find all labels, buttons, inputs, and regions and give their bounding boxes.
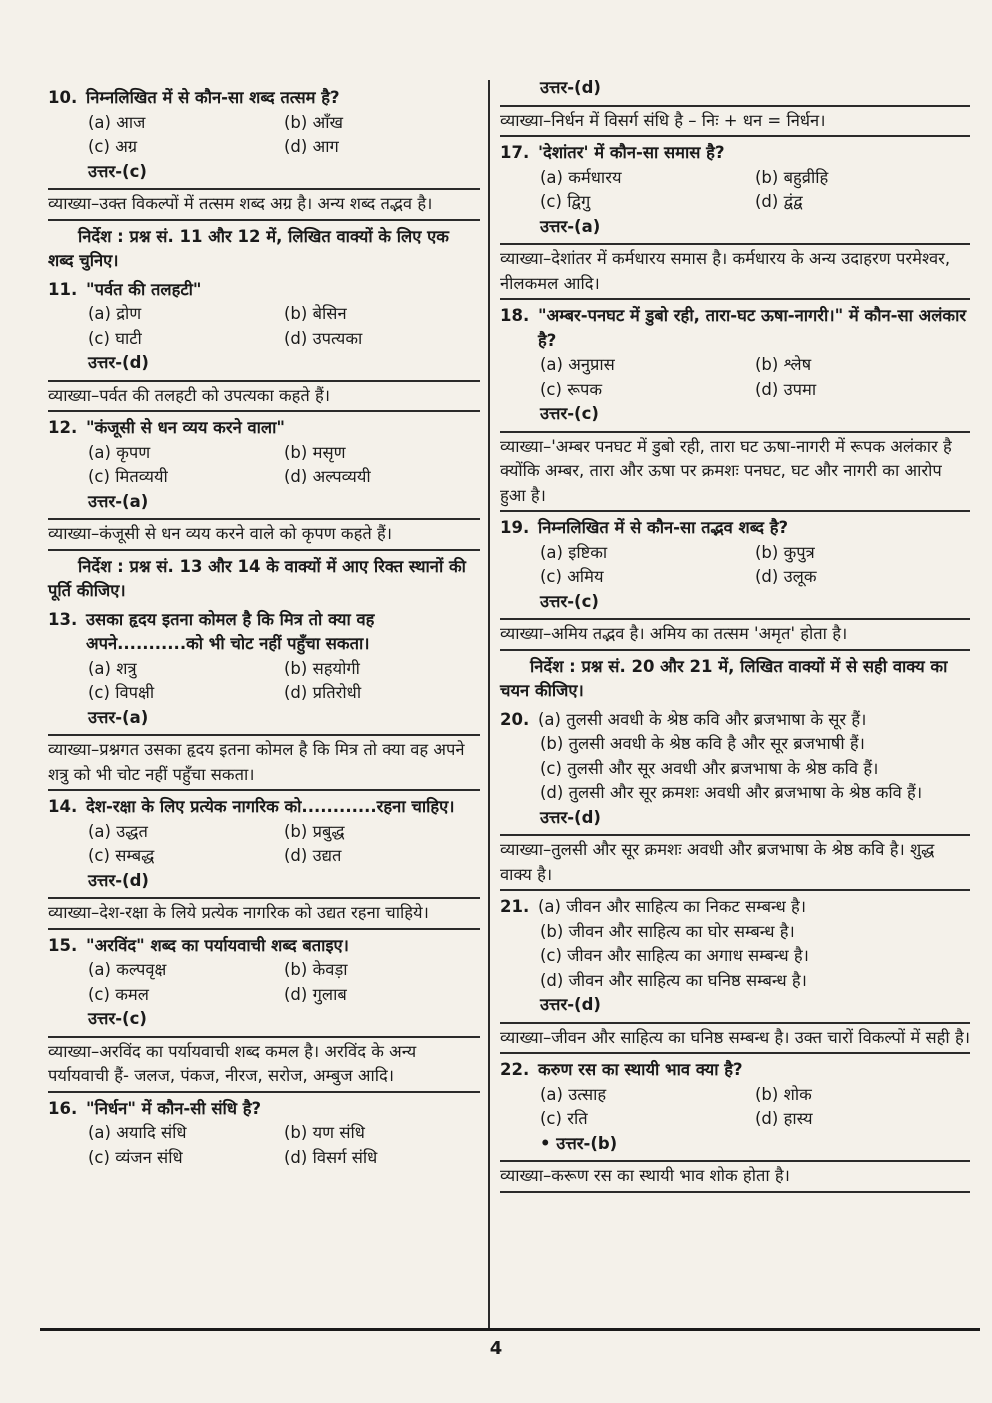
question-number: 10. xyxy=(48,88,78,107)
question-number: 20. xyxy=(500,709,530,729)
option-d: (d) जीवन और साहित्य का घनिष्ठ सम्बन्ध है। xyxy=(540,970,807,990)
explanation: व्याख्या–'अम्बर पनघट में डुबो रही, तारा घट ऊषा-नागरी में रूपक अलंकार है क्योंकि अम्बर, तारा और ऊषा पर क्रमशः पनघट, घट और नागरी का आरोप हुआ है। xyxy=(500,431,970,513)
explanation-16: व्याख्या–निर्धन में विसर्ग संधि है – निः + धन = निर्धन। xyxy=(500,105,970,138)
question-text: निम्नलिखित में से कौन-सा शब्द तत्सम है? xyxy=(86,88,340,107)
answer: • उत्तर-(b) xyxy=(540,1133,618,1153)
option-a: (a) जीवन और साहित्य का निकट सम्बन्ध है। xyxy=(538,897,807,916)
question-text: निम्नलिखित में से कौन-सा तद्भव शब्द है? xyxy=(538,518,789,537)
question-17 xyxy=(500,141,970,300)
question-22 xyxy=(500,1058,970,1193)
option-b: (b) सहयोगी xyxy=(284,658,360,678)
answer: उत्तर-(a) xyxy=(540,216,601,236)
question-number: 14. xyxy=(48,797,78,816)
question-20 xyxy=(500,708,970,892)
question-number: 13. xyxy=(48,609,78,629)
question-11 xyxy=(48,278,480,413)
option-d: (d) उलूक xyxy=(755,567,817,586)
question-number: 16. xyxy=(48,1098,78,1118)
answer: उत्तर-(a) xyxy=(88,707,149,727)
option-c: (c) तुलसी और सूर अवधी और ब्रजभाषा के श्रेष्ठ कवि हैं। xyxy=(540,758,879,778)
question-number: 21. xyxy=(500,897,530,916)
question-number: 12. xyxy=(48,418,78,437)
option-c: (c) सम्बद्ध xyxy=(88,846,155,865)
option-a: (a) कृपण xyxy=(88,442,151,462)
direction-13-14: निर्देश : प्रश्न सं. 13 और 14 के वाक्यों में आए रिक्त स्थानों की पूर्ति कीजिए। xyxy=(48,556,466,600)
question-text: "अम्बर-पनघट में डुबो रही, तारा-घट ऊषा-नागरी।" में कौन-सा अलंकार है? xyxy=(538,306,967,350)
answer: उत्तर-(d) xyxy=(88,870,149,890)
option-b: (b) बेसिन xyxy=(284,304,347,323)
option-a: (a) तुलसी अवधी के श्रेष्ठ कवि और ब्रजभाषा के सूर हैं। xyxy=(538,709,867,729)
question-number: 18. xyxy=(500,306,530,325)
option-b: (b) केवड़ा xyxy=(284,960,348,979)
answer: उत्तर-(c) xyxy=(88,161,147,181)
option-d: (d) विसर्ग संधि xyxy=(284,1147,378,1167)
question-text: "पर्वत की तलहटी" xyxy=(86,279,202,299)
option-a: (a) इष्टिका xyxy=(540,542,608,562)
option-d: (d) अल्पव्ययी xyxy=(284,467,371,486)
page-number: 4 xyxy=(489,1338,503,1359)
question-text: देश-रक्षा के लिए प्रत्येक नागरिक को............रहना चाहिए। xyxy=(86,797,455,816)
option-b: (b) शोक xyxy=(755,1084,812,1104)
option-b: (b) बहुव्रीहि xyxy=(755,167,829,187)
option-d: (d) उद्यत xyxy=(284,846,342,865)
question-12 xyxy=(48,416,480,551)
option-d: (d) प्रतिरोधी xyxy=(284,683,362,702)
option-b: (b) प्रबुद्ध xyxy=(284,821,345,841)
option-c: (c) रूपक xyxy=(540,379,603,399)
explanation: व्याख्या–उक्त विकल्पों में तत्सम शब्द अग्र है। अन्य शब्द तद्भव है। xyxy=(48,188,480,221)
direction-11-12: निर्देश : प्रश्न सं. 11 और 12 में, लिखित वाक्यों के लिए एक शब्द चुनिए। xyxy=(48,226,449,270)
explanation: व्याख्या–देश-रक्षा के लिये प्रत्येक नागरिक को उद्यत रहना चाहिये। xyxy=(48,897,480,930)
option-a: (a) अयादि संधि xyxy=(88,1123,187,1142)
explanation: व्याख्या–जीवन और साहित्य का घनिष्ठ सम्बन्ध है। उक्त चारों विकल्पों में सही है। xyxy=(500,1022,970,1055)
option-d: (d) उपत्यका xyxy=(284,328,363,348)
question-text: "कंजूसी से धन व्यय करने वाला" xyxy=(86,418,285,437)
option-b: (b) मसृण xyxy=(284,442,346,462)
explanation: व्याख्या–अरविंद का पर्यायवाची शब्द कमल है। अरविंद के अन्य पर्यायवाची हैं- जलज, पंकज, नीरज, सरोज, अम्बुज आदि। xyxy=(48,1036,480,1093)
explanation: व्याख्या–कंजूसी से धन व्यय करने वाले को कृपण कहते हैं। xyxy=(48,518,480,551)
question-19 xyxy=(500,516,970,651)
answer: उत्तर-(d) xyxy=(540,807,601,827)
option-c: (c) कमल xyxy=(88,984,149,1004)
option-d: (d) उपमा xyxy=(755,379,817,399)
question-number: 22. xyxy=(500,1060,530,1079)
option-b: (b) कुपुत्र xyxy=(755,542,815,562)
option-b: (b) आँख xyxy=(284,112,343,132)
option-c: (c) घाटी xyxy=(88,328,142,348)
question-21 xyxy=(500,895,970,1054)
option-a: (a) उद्धत xyxy=(88,821,148,841)
option-a: (a) आज xyxy=(88,112,146,132)
explanation: व्याख्या–तुलसी और सूर क्रमशः अवधी और ब्रजभाषा के श्रेष्ठ कवि है। शुद्ध वाक्य है। xyxy=(500,834,970,891)
question-number: 19. xyxy=(500,518,530,537)
option-b: (b) तुलसी अवधी के श्रेष्ठ कवि है और सूर ब्रजभाषी हैं। xyxy=(540,734,865,753)
option-b: (b) जीवन और साहित्य का घोर सम्बन्ध है। xyxy=(540,921,795,941)
option-a: (a) उत्साह xyxy=(540,1084,607,1104)
answer: उत्तर-(d) xyxy=(88,353,149,372)
option-a: (a) कल्पवृक्ष xyxy=(88,960,167,979)
direction-20-21: निर्देश : प्रश्न सं. 20 और 21 में, लिखित वाक्यों में से सही वाक्य का चयन कीजिए। xyxy=(500,656,948,700)
explanation: व्याख्या–पर्वत की तलहटी को उपत्यका कहते हैं। xyxy=(48,380,480,413)
right-column xyxy=(500,76,970,1195)
explanation: व्याख्या–प्रश्नगत उसका हृदय इतना कोमल है कि मित्र तो क्या वह अपने शत्रु को भी चोट नहीं पहुँचा सकता। xyxy=(48,734,480,791)
option-c: (c) मितव्ययी xyxy=(88,467,168,486)
question-text: "निर्धन" में कौन-सी संधि है? xyxy=(86,1098,262,1118)
option-b: (b) यण संधि xyxy=(284,1123,365,1142)
option-c: (c) रति xyxy=(540,1109,588,1128)
column-divider xyxy=(488,80,490,1330)
explanation: व्याख्या–अमिय तद्भव है। अमिय का तत्सम 'अमृत' होता है। xyxy=(500,618,970,651)
option-d: (d) हास्य xyxy=(755,1109,813,1128)
option-d: (d) आग xyxy=(284,137,339,156)
option-a: (a) द्रोण xyxy=(88,304,142,323)
option-c: (c) विपक्षी xyxy=(88,683,155,702)
option-d: (d) तुलसी और सूर क्रमशः अवधी और ब्रजभाषा के श्रेष्ठ कवि हैं। xyxy=(540,783,923,802)
question-18 xyxy=(500,304,970,512)
question-text: उसका हृदय इतना कोमल है कि मित्र तो क्या वह अपने...........को भी चोट नहीं पहुँचा सकता। xyxy=(86,609,375,653)
question-text: 'देशांतर' में कौन-सा समास है? xyxy=(538,143,725,162)
explanation: व्याख्या–करूण रस का स्थायी भाव शोक होता है। xyxy=(500,1160,970,1193)
option-c: (c) अमिय xyxy=(540,567,604,586)
answer: उत्तर-(a) xyxy=(88,491,149,511)
question-text: करुण रस का स्थायी भाव क्या है? xyxy=(538,1060,743,1079)
option-c: (c) अग्र xyxy=(88,137,138,156)
question-15 xyxy=(48,934,480,1093)
explanation: व्याख्या–देशांतर में कर्मधारय समास है। कर्मधारय के अन्य उदाहरण परमेश्वर, नीलकमल आदि। xyxy=(500,243,970,300)
answer-16: उत्तर-(d) xyxy=(540,78,601,97)
question-16 xyxy=(48,1097,480,1171)
option-d: (d) गुलाब xyxy=(284,984,347,1004)
option-a: (a) शत्रु xyxy=(88,658,137,678)
question-10 xyxy=(48,86,480,221)
option-c: (c) जीवन और साहित्य का अगाध सम्बन्ध है। xyxy=(540,946,809,965)
option-a: (a) अनुप्रास xyxy=(540,355,615,374)
option-c: (c) व्यंजन संधि xyxy=(88,1147,183,1167)
left-column xyxy=(48,82,480,1170)
answer: उत्तर-(c) xyxy=(540,591,599,611)
question-14 xyxy=(48,795,480,930)
option-a: (a) कर्मधारय xyxy=(540,167,622,187)
question-number: 15. xyxy=(48,935,78,955)
answer: उत्तर-(c) xyxy=(540,404,599,423)
option-d: (d) द्वंद्व xyxy=(755,192,803,211)
question-text: "अरविंद" शब्द का पर्यायवाची शब्द बताइए। xyxy=(86,935,349,955)
option-c: (c) द्विगु xyxy=(540,192,591,211)
footer-rule xyxy=(40,1328,980,1331)
answer: उत्तर-(d) xyxy=(540,995,601,1014)
question-13 xyxy=(48,608,480,792)
question-number: 17. xyxy=(500,143,530,162)
option-b: (b) श्लेष xyxy=(755,355,812,374)
answer: उत्तर-(c) xyxy=(88,1009,147,1028)
question-number: 11. xyxy=(48,279,78,299)
